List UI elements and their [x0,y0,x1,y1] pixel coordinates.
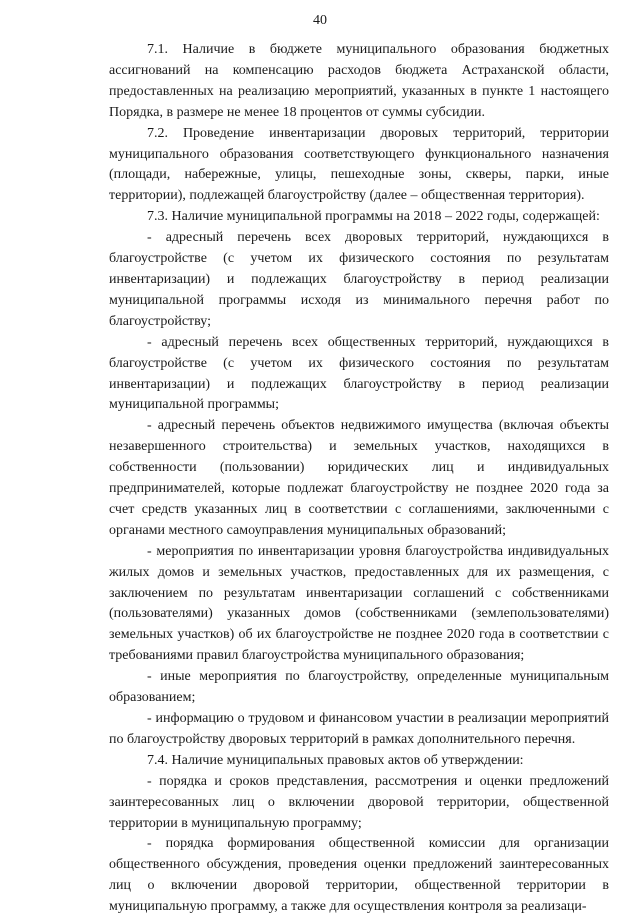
list-item-courtyard-territories: - адресный перечень всех дворовых территорий, нуждающихся в благоустройстве (с учетом их физического состояния по результатам инвентаризации) и подлежащих благоустройству в период реализации муниципальной программы исходя из минимального перечня работ по благоустройству; [109,230,609,329]
list-item-real-estate-objects: - адресный перечень объектов недвижимого имущества (включая объекты незавершенного строительства) и земельных участков, находящихся в собственности (пользовании) юридических лиц и индивидуальных предпринимателей, которые подлежат благоустройству не позднее 2020 года за счет средств указанных лиц в соответствии с соглашениями, заключенными с органами местного самоуправления муниципальных образований; [109,418,609,538]
list-item-inventory-measures: - мероприятия по инвентаризации уровня благоустройства индивидуальных жилых домов и земельных участков, предоставленных для их размещения, с заключением по результатам инвентаризации соглашений с собственниками (пользователями) указанных домов (собственниками (землепользователями) земельных участков) об их благоустройстве не позднее 2020 года в соответствии с требованиями правил благоустройства муниципального образования; [109,543,609,664]
list-item-commission-procedure: - порядка формирования общественной комиссии для организации общественного обсуждения, проведения оценки предложений заинтересованных лиц о включении дворовой территории, общественной территории в муниципальную программу, а также для осуществления контроля за реализаци- [109,836,609,915]
page-number: 40 [313,13,327,28]
paragraph-7-3: 7.3. Наличие муниципальной программы на 2018 – 2022 годы, содержащей: [147,209,600,225]
list-item-proposal-procedure: - порядка и сроков представления, рассмотрения и оценки предложений заинтересованных лиц о включении дворовой территории, общественной территории в муниципальную программу; [109,773,609,831]
list-item-other-measures: - иные мероприятия по благоустройству, определенные муниципальным образованием; [109,669,609,706]
paragraph-7-1: 7.1. Наличие в бюджете муниципального образования бюджетных ассигнований на компенсацию расходов бюджета Астраханской области, предоставленных на реализацию мероприятий, указанных в пункте 1 настоящего Порядка, в размере не менее 18 процентов от суммы субсидии. [109,42,609,120]
paragraph-7-4: 7.4. Наличие муниципальных правовых актов об утверждении: [147,752,524,768]
list-item-participation-info: - информацию о трудовом и финансовом участии в реализации мероприятий по благоустройству дворовых территорий в рамках дополнительного перечня. [109,711,609,747]
list-item-public-territories: - адресный перечень всех общественных территорий, нуждающихся в благоустройстве (с учетом их физического состояния по результатам инвентаризации) и подлежащих благоустройству в период реализации муниципальной программы; [109,334,609,413]
document-body [109,40,609,918]
paragraph-7-2: 7.2. Проведение инвентаризации дворовых территорий, территории муниципального образования соответствующего функционального назначения (площади, набережные, улицы, пешеходные зоны, скверы, парки, иные территории), подлежащей благоустройству (далее – общественная территория). [109,125,609,204]
